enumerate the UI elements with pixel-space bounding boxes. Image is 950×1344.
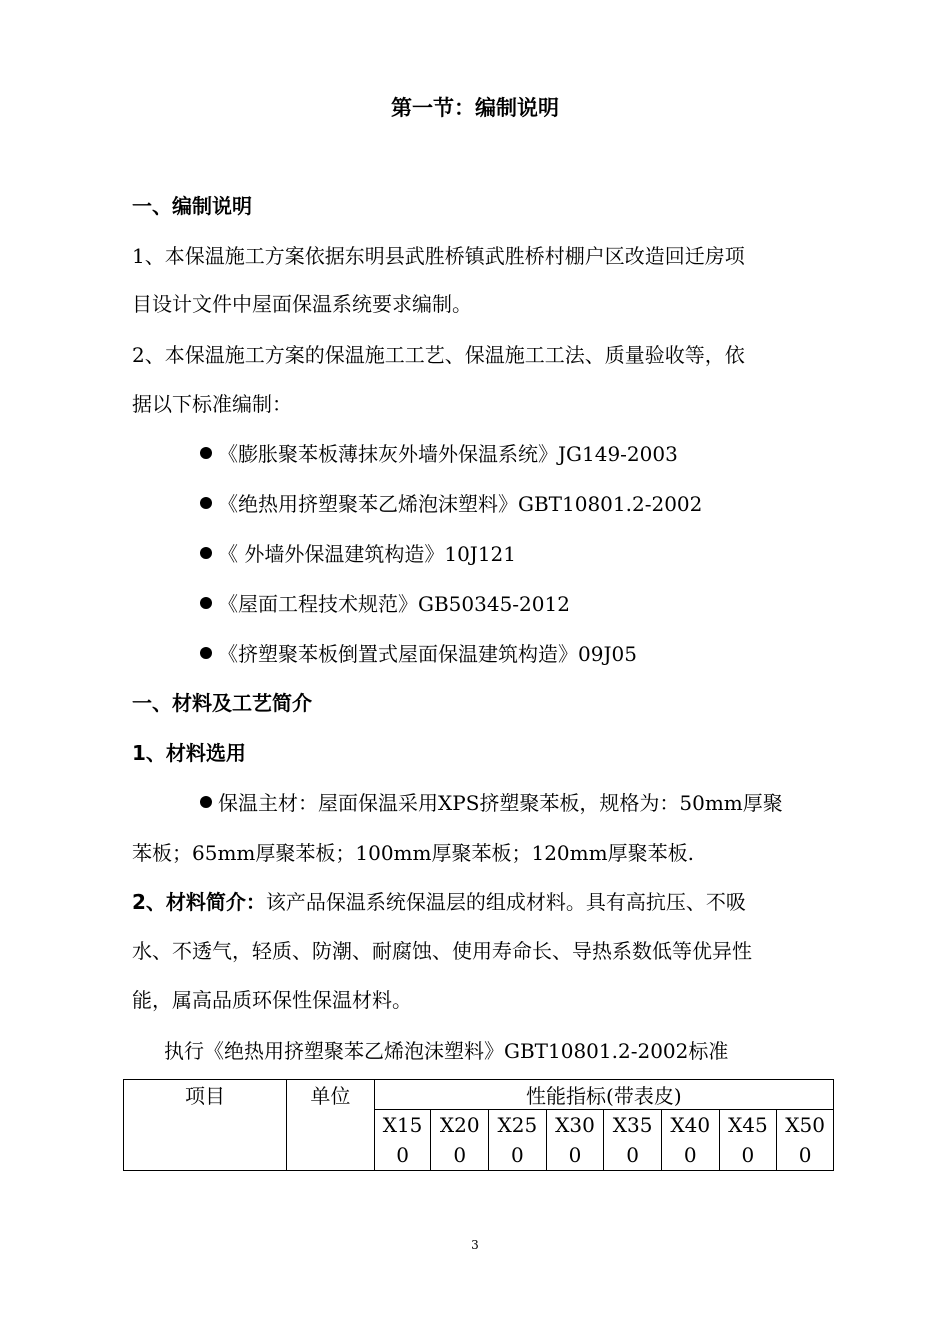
bullet-icon	[200, 597, 212, 609]
material-intro-line-1: 2、材料简介：该产品保温系统保温层的组成材料。具有高抗压、不吸	[132, 890, 746, 914]
standard-note: 执行《绝热用挤塑聚苯乙烯泡沫塑料》GBT10801.2-2002标准	[164, 1039, 729, 1063]
standard-item: 《 外墙外保温建筑构造》10J121	[200, 540, 516, 568]
table-header-unit: 单位	[287, 1080, 375, 1171]
paragraph-1-line-2: 目设计文件中屋面保温系统要求编制。	[132, 292, 472, 316]
material-line-1: 保温主材：屋面保温采用XPS挤塑聚苯板，规格为：50mm厚聚	[200, 789, 783, 817]
paragraph-2-line-2: 据以下标准编制：	[132, 392, 292, 416]
bullet-icon	[200, 547, 212, 559]
grade-cell: X25 0	[489, 1110, 547, 1171]
standard-item: 《挤塑聚苯板倒置式屋面保温建筑构造》09J05	[200, 640, 637, 668]
grade-cell: X40 0	[661, 1110, 719, 1171]
standard-item: 《屋面工程技术规范》GB50345-2012	[200, 590, 570, 618]
paragraph-1-line-1: 1、本保温施工方案依据东明县武胜桥镇武胜桥村棚户区改造回迁房项	[132, 244, 745, 268]
page-number: 3	[471, 1238, 479, 1252]
paragraph-2-line-1: 2、本保温施工方案的保温施工工艺、保温施工工法、质量验收等，依	[132, 343, 745, 367]
table-header-item: 项目	[124, 1080, 287, 1171]
page-title: 第一节：编制说明	[391, 96, 559, 120]
section-heading-compilation: 一、编制说明	[132, 194, 252, 218]
grade-cell: X45 0	[719, 1110, 777, 1171]
table-header-performance: 性能指标(带表皮)	[374, 1080, 833, 1110]
standard-item: 《绝热用挤塑聚苯乙烯泡沫塑料》GBT10801.2-2002	[200, 490, 702, 518]
grade-cell: X20 0	[431, 1110, 489, 1171]
section-heading-materials: 一、材料及工艺简介	[132, 691, 312, 715]
material-intro-line-2: 水、不透气，轻质、防潮、耐腐蚀、使用寿命长、导热系数低等优异性	[132, 939, 752, 963]
grade-cell: X35 0	[604, 1110, 662, 1171]
performance-table	[123, 1079, 834, 1171]
bullet-icon	[200, 447, 212, 459]
material-intro-line-3: 能，属高品质环保性保温材料。	[132, 988, 412, 1012]
grade-cell: X30 0	[546, 1110, 604, 1171]
bullet-icon	[200, 497, 212, 509]
material-line-2: 苯板；65mm厚聚苯板；100mm厚聚苯板；120mm厚聚苯板.	[132, 841, 694, 865]
bullet-icon	[200, 796, 212, 808]
grade-cell: X15 0	[374, 1110, 431, 1171]
subheading-material-intro: 2、材料简介：	[132, 890, 266, 914]
subheading-material-selection: 1、材料选用	[132, 741, 246, 765]
grade-cell: X50 0	[777, 1110, 834, 1171]
standard-item: 《膨胀聚苯板薄抹灰外墙外保温系统》JG149-2003	[200, 440, 678, 468]
bullet-icon	[200, 647, 212, 659]
